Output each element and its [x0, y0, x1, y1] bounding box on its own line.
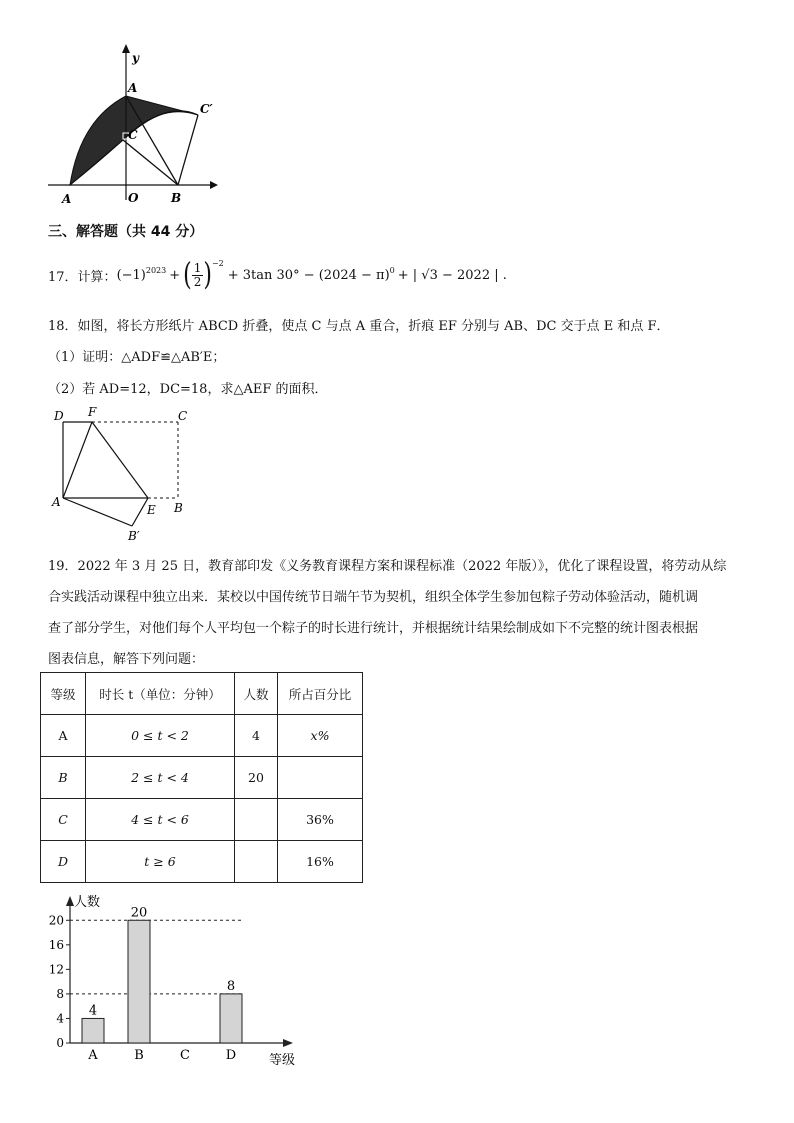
y-axis-label: 人数: [74, 895, 101, 910]
bar: [128, 920, 150, 1043]
x-tick-label: A: [88, 1048, 98, 1063]
segment-bc: [123, 140, 178, 185]
table-row: [41, 715, 363, 757]
table-cell: 16%: [278, 841, 363, 883]
segment-fe: [92, 422, 148, 498]
label-d: D: [54, 409, 64, 423]
q17-plus1: +: [169, 267, 181, 283]
q17-exp3: 0: [389, 265, 395, 275]
segment-bcp: [178, 115, 198, 185]
q19-line1: 19．2022 年 3 月 25 日，教育部印发《义务教育课程方案和课程标准（2022 年版）》，优化了课程设置，将劳动从综: [48, 559, 727, 574]
y-tick-label: 8: [56, 986, 64, 1001]
label-a-rect: A: [52, 495, 61, 509]
q18-intro: 18．如图，将长方形纸片 ABCD 折叠，使点 C 与点 A 重合，折痕 EF 分别与 AB、DC 交于点 E 和点 F．: [48, 319, 670, 334]
bar: [220, 994, 242, 1043]
segment-b-prime-e: [132, 498, 148, 526]
q17-frac-num: 1: [193, 260, 202, 275]
bar-chart: [40, 888, 320, 1068]
table-cell: [235, 799, 278, 841]
table-header-cell: 等级: [41, 673, 86, 715]
table-header-cell: 所占百分比: [278, 673, 363, 715]
q17-base: (−1): [116, 267, 146, 283]
table-cell: 4 ≤ t < 6: [86, 799, 235, 841]
q17-exp2: −2: [211, 258, 224, 268]
segment-af: [63, 422, 92, 498]
table-cell: A: [41, 715, 86, 757]
label-c-prime: C′: [200, 102, 213, 116]
x-tick-label: C: [180, 1048, 190, 1063]
q17-abs: + | √3 − 2022 | .: [397, 267, 507, 283]
label-f: F: [88, 405, 97, 419]
label-c-rect: C: [178, 409, 188, 423]
x-tick-label: B: [134, 1048, 144, 1063]
y-tick-label: 0: [56, 1036, 64, 1050]
q17-lead: 计算：: [77, 269, 117, 285]
q17-fraction: ( $\frac{1}{2}$ ): [183, 257, 212, 293]
label-b-rect: B: [174, 501, 183, 515]
y-axis-arrow: [66, 896, 74, 906]
q18-part2: （2）若 AD=12，DC=18，求△AEF 的面积．: [48, 382, 328, 397]
label-o: O: [128, 191, 139, 205]
table-cell: 4: [235, 715, 278, 757]
q17-rest: + 3tan 30° − (2024 − π): [227, 267, 390, 283]
table-row: [41, 757, 363, 799]
table-cell: 20: [235, 757, 278, 799]
table-cell: [278, 757, 363, 799]
q19-line4: 图表信息，解答下列问题：: [48, 652, 205, 667]
label-y: y: [132, 51, 139, 65]
y-tick-label: 12: [48, 962, 64, 977]
label-b-prime: B′: [128, 529, 140, 543]
q19-line2: 合实践活动课程中独立出来．某校以中国传统节日端午节为契机，组织全体学生参加包粽子劳动体验活动，随机调: [48, 590, 699, 605]
label-c: C: [128, 128, 138, 142]
x-axis-arrow: [210, 181, 218, 189]
table-cell: 2 ≤ t < 4: [86, 757, 235, 799]
q17-number: 17．: [48, 269, 78, 285]
label-a-bottom: A: [62, 192, 72, 206]
label-e: E: [147, 503, 156, 517]
q17-frac-den: 2: [193, 274, 202, 289]
rotation-figure: [40, 40, 230, 210]
q19-line3: 查了部分学生，对他们每个人平均包一个粽子的时长进行统计，并根据统计结果绘制成如下不完整的统计图表根据: [48, 621, 699, 636]
label-a-top: A: [128, 81, 138, 95]
table-cell: t ≥ 6: [86, 841, 235, 883]
question-17: [48, 258, 507, 292]
label-b: B: [171, 191, 182, 205]
table-header-cell: 时长 t（单位：分钟）: [86, 673, 235, 715]
bar-data-label: 20: [130, 905, 148, 921]
table-header-row: [41, 673, 363, 715]
x-tick-label: D: [225, 1048, 237, 1063]
y-axis-arrow: [122, 44, 130, 53]
bar-data-label: 8: [226, 978, 236, 994]
table-cell: [235, 841, 278, 883]
segment-ab-prime: [63, 498, 132, 526]
table-cell: B: [41, 757, 86, 799]
table-row: [41, 799, 363, 841]
q17-exp1: 2023: [145, 265, 167, 275]
y-tick-label: 20: [48, 913, 64, 928]
y-tick-label: 4: [56, 1011, 64, 1026]
section-title: 三、解答题（共 44 分）: [48, 224, 204, 240]
x-axis-arrow: [283, 1039, 293, 1047]
y-tick-label: 16: [48, 937, 64, 952]
stats-table: [40, 672, 363, 883]
table-cell: D: [41, 841, 86, 883]
table-cell: x%: [278, 715, 363, 757]
table-row: [41, 841, 363, 883]
table-header-cell: 人数: [235, 673, 278, 715]
q18-part1: （1）证明：△ADF≌△AB′E；: [48, 350, 226, 365]
table-cell: 0 ≤ t < 2: [86, 715, 235, 757]
fold-figure: [48, 404, 198, 544]
table-cell: C: [41, 799, 86, 841]
bar: [82, 1018, 104, 1043]
table-cell: 36%: [278, 799, 363, 841]
bar-data-label: 4: [88, 1003, 98, 1019]
x-axis-label: 等级: [269, 1053, 296, 1068]
